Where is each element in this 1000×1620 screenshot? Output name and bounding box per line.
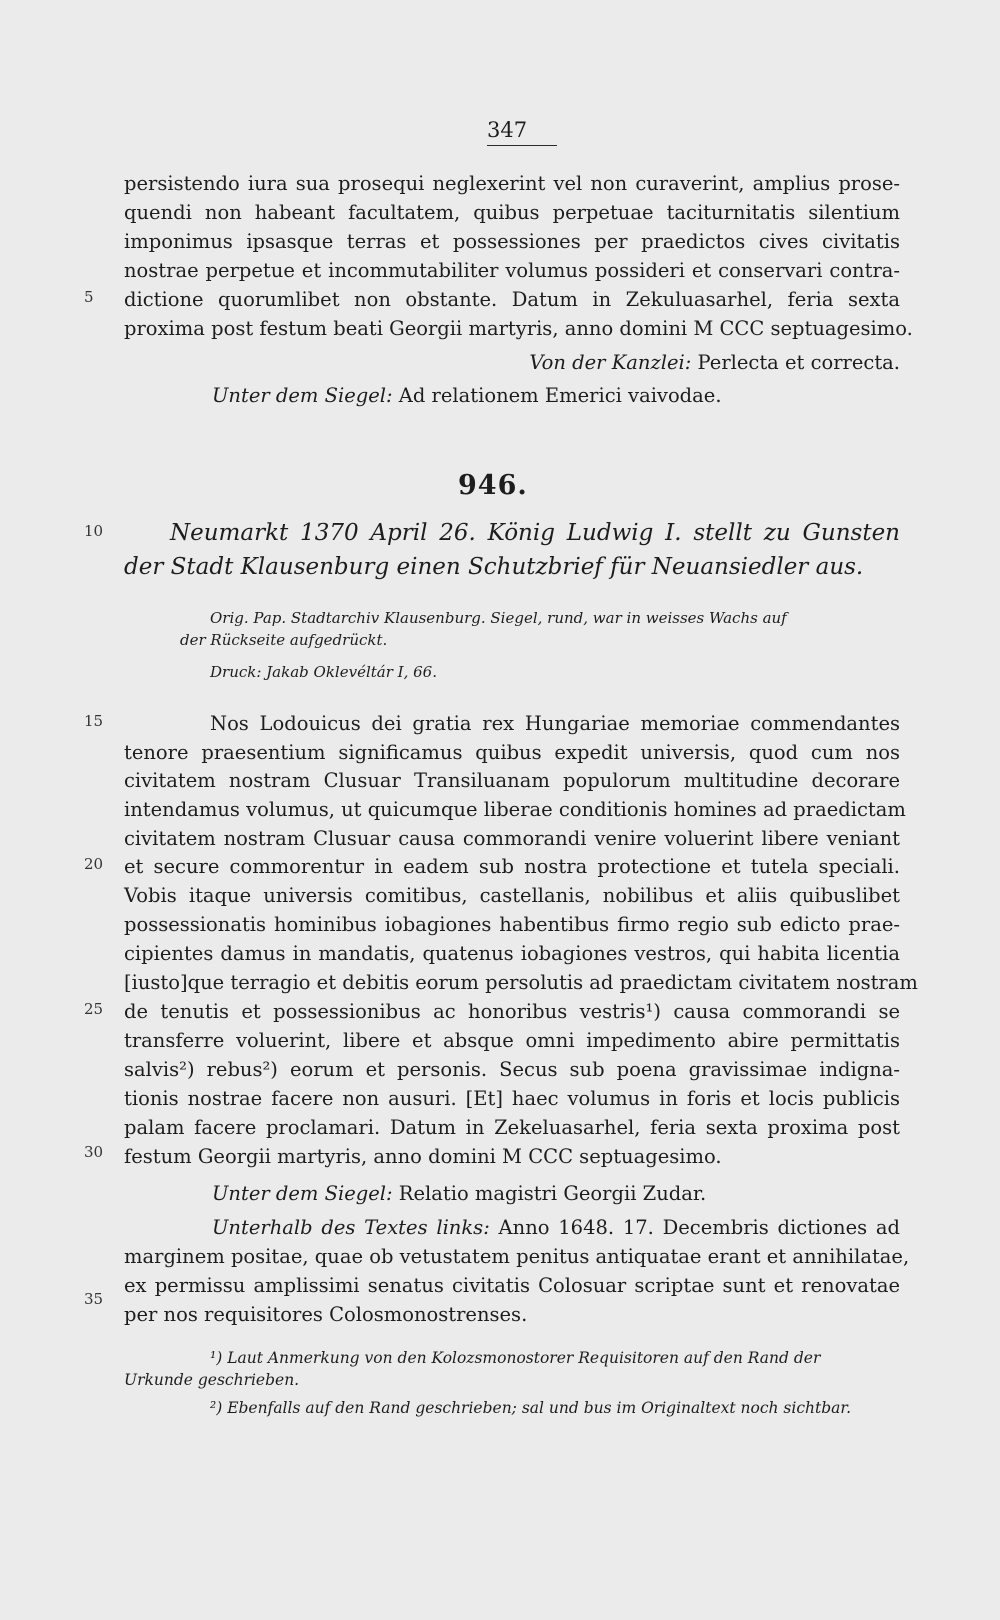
unterhalb-line <box>212 1214 900 1242</box>
text-line: persistendo iura sua prosequi neglexerint vel non curaverint, amplius prose- <box>124 172 900 195</box>
footnote-2: ²) Ebenfalls auf den Rand geschrieben; sal und bus im Originaltext noch sichtbar. <box>210 1399 852 1417</box>
text-line: dictione quorumlibet non obstante. Datum in Zekuluasarhel, feria sexta <box>124 288 900 311</box>
unterhalb-line: per nos requisitores Colosmonostrenses. <box>124 1303 528 1326</box>
source-line: der Rückseite aufgedrückt. <box>180 631 388 649</box>
body-line: cipientes damus in mandatis, quatenus iobagiones vestros, qui habita licentia <box>124 942 900 965</box>
body-line: de tenutis et possessionibus ac honoribus vestris¹) causa commorandi se <box>124 1000 900 1023</box>
footnote-1: ¹) Laut Anmerkung von den Kolozsmonostorer Requisitoren auf den Rand der <box>210 1349 821 1367</box>
source-line: Orig. Pap. Stadtarchiv Klausenburg. Siegel, rund, war in weisses Wachs auf <box>210 609 787 627</box>
text-line: proxima post festum beati Georgii martyris, anno domini M CCC septuagesimo. <box>124 317 913 340</box>
document-title-line: Neumarkt 1370 April 26. König Ludwig I. stellt zu Gunsten <box>170 520 900 546</box>
page-number-rule <box>487 145 557 146</box>
body-line: possessionatis hominibus iobagiones habentibus firmo regio sub edicto prae- <box>124 913 900 936</box>
siegel-note-top <box>212 382 892 410</box>
siegel-label: Unter dem Siegel: <box>212 384 393 407</box>
body-line: Vobis itaque universis comitibus, castellanis, nobilibus et aliis quibuslibet <box>124 884 900 907</box>
siegel-note-bottom <box>212 1180 892 1208</box>
body-line: tenore praesentium significamus quibus expedit universis, quod cum nos <box>124 741 900 764</box>
line-number-5: 5 <box>84 288 94 306</box>
body-line: et secure commorentur in eadem sub nostra protectione et tutela speciali. <box>124 855 900 878</box>
kanzlei-label: Von der Kanzlei: <box>529 351 692 374</box>
body-line: tionis nostrae facere non ausuri. [Et] haec volumus in foris et locis publicis <box>124 1087 900 1110</box>
body-line: [iusto]que terragio et debitis eorum persolutis ad praedictam civitatem nostram <box>124 971 918 994</box>
page-number: 347 <box>487 118 528 142</box>
text-line: quendi non habeant facultatem, quibus perpetuae taciturnitatis silentium <box>124 201 900 224</box>
body-line: intendamus volumus, ut quicumque liberae conditionis homines ad praedictam <box>124 798 906 821</box>
siegel-label: Unter dem Siegel: <box>212 1182 393 1205</box>
body-line: civitatem nostram Clusuar Transiluanam populorum multitudine decorare <box>124 769 900 792</box>
line-number-10: 10 <box>84 522 104 540</box>
document-number: 946. <box>458 470 528 501</box>
unterhalb-text: Anno 1648. 17. Decembris dictiones ad <box>498 1216 900 1239</box>
siegel-text: Relatio magistri Georgii Zudar. <box>398 1182 707 1205</box>
body-line: civitatem nostram Clusuar causa commorandi venire voluerint libere veniant <box>124 827 900 850</box>
unterhalb-label: Unterhalb des Textes links: <box>212 1216 490 1239</box>
line-number-35: 35 <box>84 1290 104 1308</box>
body-line: palam facere proclamari. Datum in Zekeluasarhel, feria sexta proxima post <box>124 1116 900 1139</box>
text-line: nostrae perpetue et incommutabiliter volumus possideri et conservari contra- <box>124 259 900 282</box>
print-reference: Druck: Jakab Oklevéltár I, 66. <box>210 663 437 681</box>
line-number-15: 15 <box>84 712 104 730</box>
footnote-1-cont: Urkunde geschrieben. <box>124 1371 300 1389</box>
siegel-text: Ad relationem Emerici vaivodae. <box>398 384 722 407</box>
kanzlei-note <box>124 349 900 377</box>
text-line: imponimus ipsasque terras et possessiones per praedictos cives civitatis <box>124 230 900 253</box>
body-line: Nos Lodouicus dei gratia rex Hungariae memoriae commendantes <box>210 712 900 735</box>
document-title-line: der Stadt Klausenburg einen Schutzbrief für Neuansiedler aus. <box>124 554 864 580</box>
unterhalb-line: ex permissu amplissimi senatus civitatis Colosuar scriptae sunt et renovatae <box>124 1274 900 1297</box>
body-line: festum Georgii martyris, anno domini M CCC septuagesimo. <box>124 1145 722 1168</box>
unterhalb-line: marginem positae, quae ob vetustatem penitus antiquatae erant et annihilatae, <box>124 1245 910 1268</box>
kanzlei-text: Perlecta et correcta. <box>697 351 900 374</box>
line-number-30: 30 <box>84 1143 104 1161</box>
line-number-25: 25 <box>84 1000 104 1018</box>
line-number-20: 20 <box>84 855 104 873</box>
body-line: transferre voluerint, libere et absque omni impedimento abire permittatis <box>124 1029 900 1052</box>
body-line: salvis²) rebus²) eorum et personis. Secus sub poena gravissimae indigna- <box>124 1058 900 1081</box>
